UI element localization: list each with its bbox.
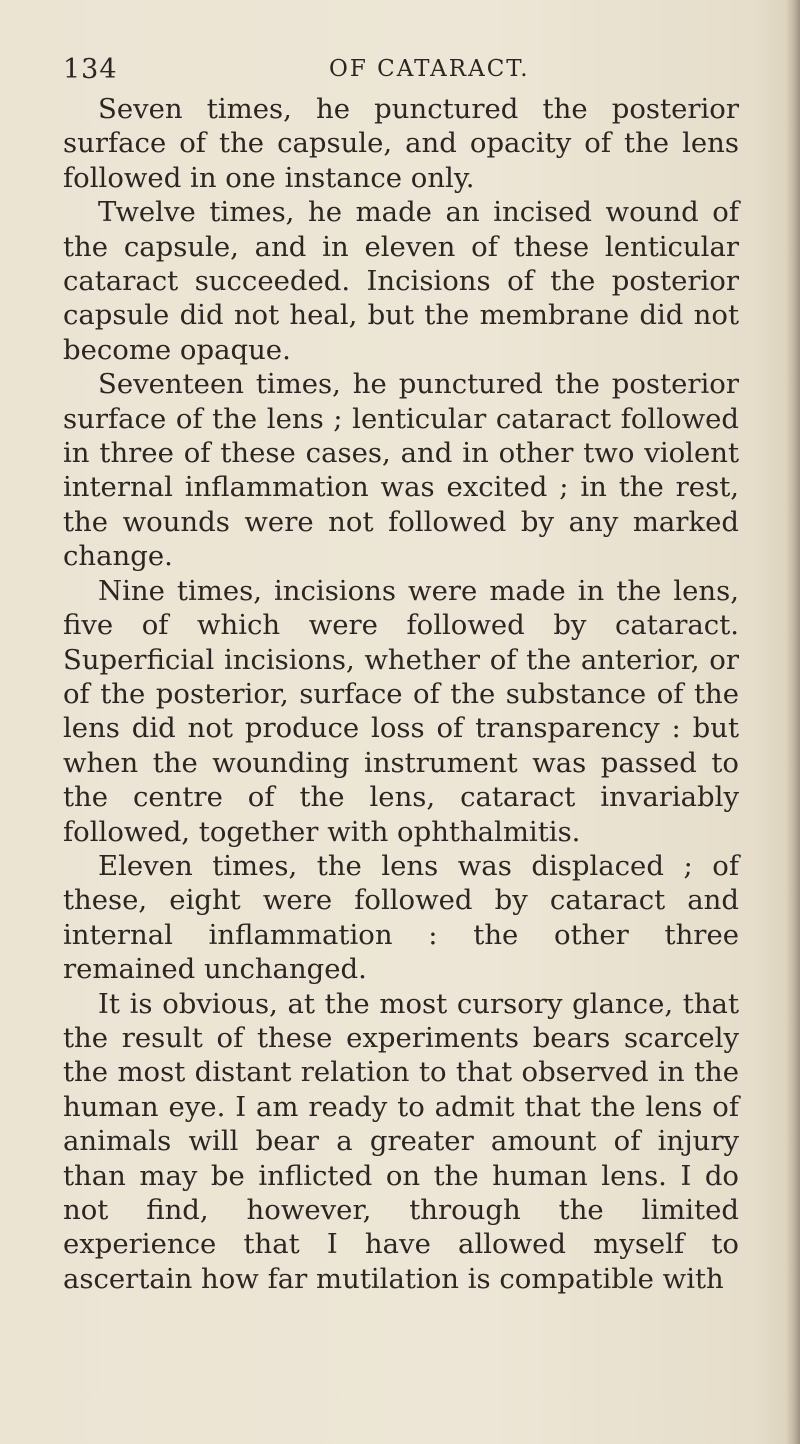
running-head: [63, 54, 733, 94]
running-title: OF CATARACT.: [329, 56, 530, 82]
paragraph: Nine times, incisions were made in the lens, five of which were followed by cataract. Superficial incisions, whether of the anterior, or of the posterior, surface of the substance of the lens did not produce loss of transparency : but when the wounding instrument was passed to the centre of the lens, cataract invariably followed, together with ophthalmitis.: [63, 574, 739, 848]
paragraph: Seven times, he punctured the posterior surface of the capsule, and opacity of the lens followed in one instance only.: [63, 93, 739, 194]
paragraph: It is obvious, at the most cursory glance, that the result of these experiments bears scarcely the most distant relation to that observed in the human eye. I am ready to admit that the lens of animals will bear a greater amount of injury than may be inflicted on the human lens. I do not find, however, through the limited experience that I have allowed myself to ascertain how far mutilation is compatible with: [63, 987, 739, 1295]
page-edge-shadow: [786, 0, 800, 1444]
paragraph: Twelve times, he made an incised wound of the capsule, and in eleven of these lenticular cataract succeeded. Incisions of the posterior capsule did not heal, but the membrane did not become opaque.: [63, 196, 739, 366]
body-text: [63, 92, 739, 1296]
page-number: 134: [63, 54, 118, 85]
paragraph: Seventeen times, he punctured the posterior surface of the lens ; lenticular cataract followed in three of these cases, and in other two violent internal inflammation was excited ; in the rest, the wounds were not followed by any marked change.: [63, 368, 739, 573]
paragraph: Eleven times, the lens was displaced ; of these, eight were followed by cataract and internal inflammation : the other three remained unchanged.: [63, 849, 739, 986]
